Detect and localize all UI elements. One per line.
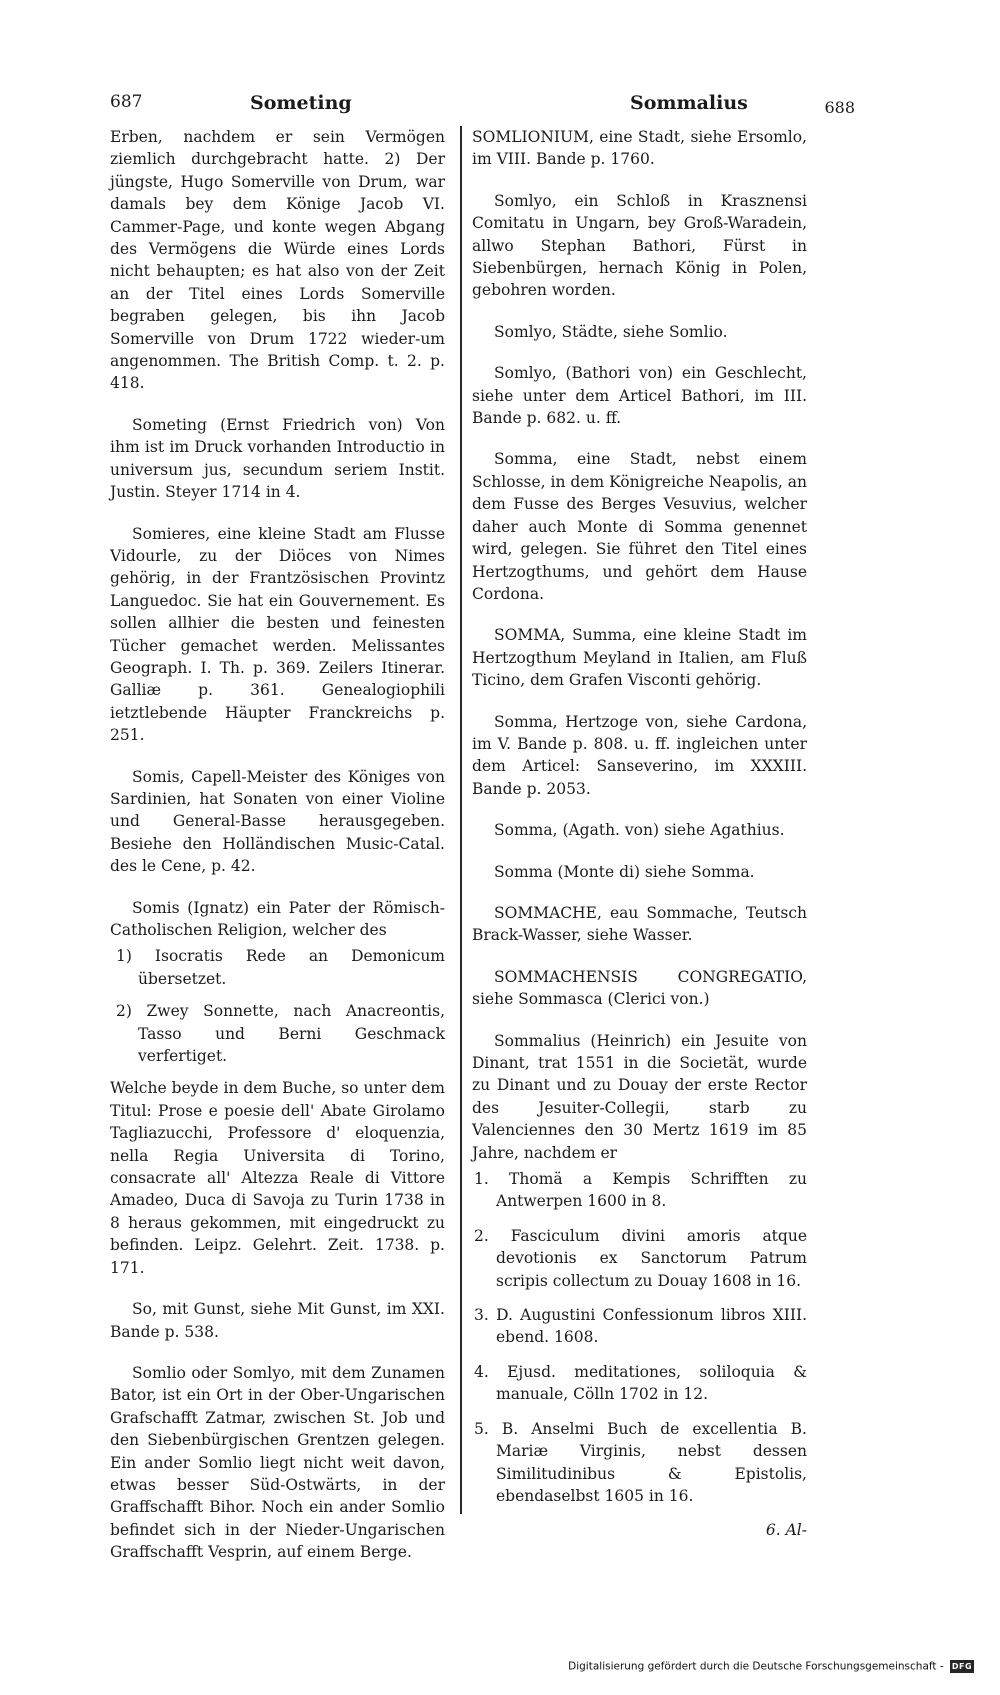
entry-somis-note: Welche beyde in dem Buche, so unter dem Titul: Prose e poesie dell' Abate Girolamo Tagliazucchi, Professore d' eloquenzia, nella Regia Universita di Torino, consacrate all' Altezza Reale di Vittore Amadeo, Duca di Savoja zu Turin 1738 in 8 heraus gekommen, mit eingedruckt zu befinden. Leipz. Gelehrt. Zeit. 1738. p. 171. bbox=[110, 1079, 445, 1277]
page-number-right: 688 bbox=[824, 98, 855, 117]
running-headword-left: Someting bbox=[250, 92, 352, 114]
list-item: 2. Fasciculum divini amoris atque devotionis ex Sanctorum Patrum scripis collectum zu Douay 1608 in 16. bbox=[474, 1226, 807, 1290]
entry-somlio: Somlio oder Somlyo, mit dem Zunamen Bator, ist ein Ort in der Ober-Ungarischen Grafschafft Zatmar, zwischen St. Job und den Siebenbürgischen Grentzen gelegen. Ein ander Somlio liegt nicht weit davon, etwas besser Süd-Ostwärts, in der Graffschafft Bihor. Noch ein ander Somlio befindet sich in der Nieder-Ungarischen Graffschafft Vesprin, auf einem Berge. bbox=[110, 1363, 445, 1562]
column-divider bbox=[460, 126, 462, 1514]
entry-somlyo-staedte: Somlyo, Städte, siehe Somlio. bbox=[494, 322, 728, 341]
list-item: 3. D. Augustini Confessionum libros XIII. ebend. 1608. bbox=[474, 1306, 807, 1347]
entry-somma-agath: Somma, (Agath. von) siehe Agathius. bbox=[494, 821, 785, 840]
entry-somerville-continued: Erben, nachdem er sein Vermögen ziemlich durchgebracht hatte. 2) Der jüngste, Hugo Somerville von Drum, war damals bey dem Könige Jacob VI. Cammer-Page, und konte wegen Abgang des Vermögens die Würde eines Lords nicht behaupten; es hat also von der Zeit an der Titel eines Lords Somerville begraben gelegen, bis ihn Jacob Somerville von Drum 1722 wieder-um angenommen. The British Comp. t. 2. p. 418. bbox=[110, 128, 445, 393]
entry-somieres: Somieres, eine kleine Stadt am Flusse Vidourle, zu der Diöces von Nimes gehörig, in der Frantzösischen Provintz Languedoc. Sie hat ein Gouvernement. Es sollen allhier die besten und feinesten Tücher gemachet werden. Melissantes Geograph. I. Th. p. 369. Zeilers Itinerar. Galliæ p. 361. Genealogiophili ietztlebende Häupter Franckreichs p. 251. bbox=[110, 524, 445, 745]
list-item: 1) Isocratis Rede an Demonicum übersetzet. bbox=[116, 947, 445, 988]
list-item: 2) Zwey Sonnette, nach Anacreontis, Tasso und Berni Geschmack verfertiget. bbox=[116, 1002, 445, 1066]
page-number-left: 687 bbox=[110, 92, 143, 112]
entry-sommachensis: SOMMACHENSIS CONGREGATIO, siehe Sommasca (Clerici von.) bbox=[472, 967, 807, 1009]
right-column bbox=[472, 126, 807, 1542]
list-item: 4. Ejusd. meditationes, soliloquia & manuale, Cölln 1702 in 12. bbox=[474, 1362, 807, 1404]
running-headword-right: Sommalius bbox=[630, 92, 748, 114]
entry-somma-stadt: Somma, eine Stadt, nebst einem Schlosse, in dem Königreiche Neapolis, an dem Fusse des Berges Vesuvius, welcher daher auch Monte di Somma genennet wird, gelegen. Sie führet den Titel eines Hertzogthums, und gehört dem Hause Cordona. bbox=[472, 450, 807, 603]
left-column bbox=[110, 126, 445, 1583]
entry-somlyo-schloss: Somlyo, ein Schloß in Krasznensi Comitatu in Ungarn, bey Groß-Waradein, allwo Stephan Bathori, Fürst in Siebenbürgen, hernach König in Polen, gebohren worden. bbox=[472, 191, 807, 300]
list-item: 1. Thomä a Kempis Schrifften zu Antwerpen 1600 in 8. bbox=[474, 1170, 807, 1211]
entry-sommache: SOMMACHE, eau Sommache, Teutsch Brack-Wasser, siehe Wasser. bbox=[472, 903, 807, 945]
entry-somma-monte: Somma (Monte di) siehe Somma. bbox=[494, 862, 755, 881]
entry-somis-ignatz: Somis (Ignatz) ein Pater der Römisch-Catholischen Religion, welcher des bbox=[110, 898, 445, 939]
running-header bbox=[110, 88, 855, 122]
book-page bbox=[110, 88, 855, 1628]
dfg-logo: DFG bbox=[951, 1662, 973, 1671]
entry-somma-summa: SOMMA, Summa, eine kleine Stadt im Hertzogthum Meyland in Italien, am Fluß Ticino, dem Grafen Visconti gehörig. bbox=[472, 626, 807, 690]
digitization-footer bbox=[568, 1660, 974, 1680]
entry-somlionium: SOMLIONIUM, eine Stadt, siehe Ersomlo, im VIII. Bande p. 1760. bbox=[472, 128, 807, 169]
works-list bbox=[472, 1168, 807, 1507]
list-item: 5. B. Anselmi Buch de excellentia B. Mariæ Virginis, nebst dessen Similitudinibus & Epistolis, ebendaselbst 1605 in 16. bbox=[474, 1419, 807, 1505]
entry-so-mit-gunst: So, mit Gunst, siehe Mit Gunst, im XXI. Bande p. 538. bbox=[110, 1300, 445, 1341]
catchword: 6. Al- bbox=[765, 1521, 807, 1540]
entry-someting: Someting (Ernst Friedrich von) Von ihm ist im Druck vorhanden Introductio in universum jus, secundum seriem Instit. Justin. Steyer 1714 in 4. bbox=[110, 415, 445, 502]
entry-somma-hertzoge: Somma, Hertzoge von, siehe Cardona, im V. Bande p. 808. u. ff. ingleichen unter dem Articel: Sanseverino, im XXXIII. Bande p. 2053. bbox=[472, 712, 807, 798]
footer-text: Digitalisierung gefördert durch die Deutsche Forschungsgemeinschaft - bbox=[568, 1660, 944, 1673]
entry-somlyo-bathori: Somlyo, (Bathori von) ein Geschlecht, siehe unter dem Articel Bathori, im III. Bande p. 682. u. ff. bbox=[472, 364, 807, 428]
entry-sommalius: Sommalius (Heinrich) ein Jesuite von Dinant, trat 1551 in die Societät, wurde zu Dinant und zu Douay der erste Rector des Jesuiter-Collegii, starb zu Valenciennes den 30 Mertz 1619 im 85 Jahre, nachdem er bbox=[472, 1031, 807, 1162]
entry-somis: Somis, Capell-Meister des Königes von Sardinien, hat Sonaten von einer Violine und General-Basse herausgegeben. Besiehe den Holländischen Music-Catal. des le Cene, p. 42. bbox=[110, 767, 445, 876]
